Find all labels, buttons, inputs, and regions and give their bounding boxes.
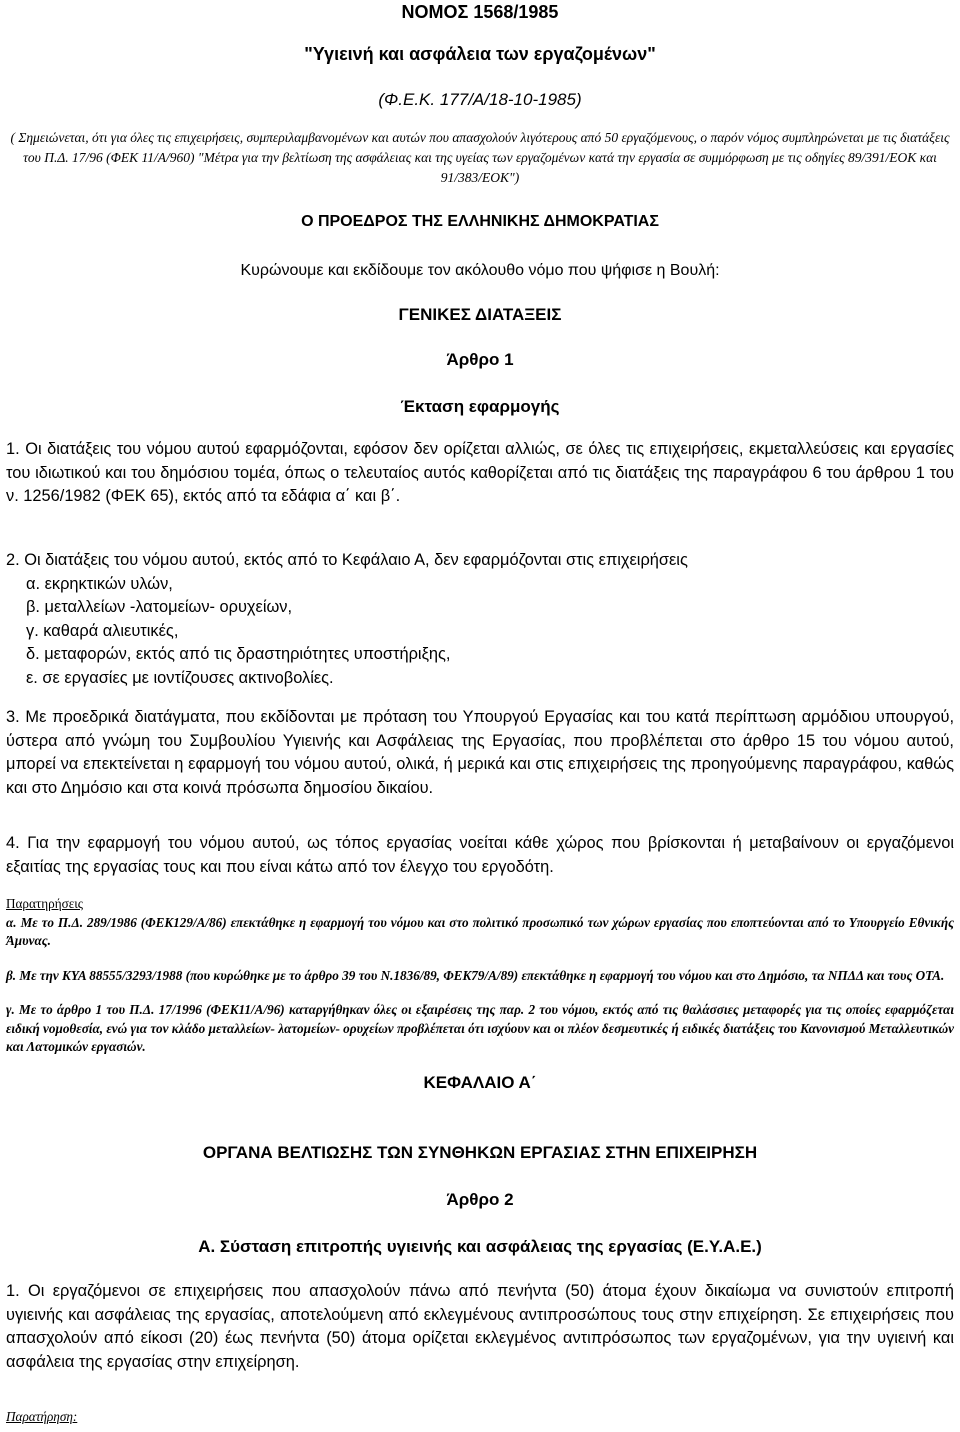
list-item: α. εκρηκτικών υλών, bbox=[26, 574, 173, 593]
remark-note: β. Με την ΚΥΑ 88555/3293/1988 (που κυρώθηκε με το άρθρο 39 του Ν.1836/89, ΦΕΚ79/Α/89) επεκτάθηκε η εφαρμογή του νόμου και στο Δημόσιο, τα ΝΠΔΔ και τους ΟΤΑ. bbox=[6, 967, 945, 983]
article-1-paragraph-1: 1. Οι διατάξεις του νόμου αυτού εφαρμόζονται, εφόσον δεν ορίζεται αλλιώς, σε όλες τις επιχειρήσεις, εκμεταλλεύσεις και εργασίες του ιδιωτικού και του δημόσιου τομέα, όπως ο τελευταίος αυτός καθορίζεται από τις διατάξεις της παραγράφου 6 του άρθρου 1 του ν. 1256/1982 (ΦΕΚ 65), εκτός από τα εδάφια α΄ και β΄. bbox=[6, 440, 954, 505]
article-1-paragraph-4: 4. Για την εφαρμογή του νόμου αυτού, ως τόπος εργασίας νοείται κάθε χώρος που βρίσκονται ή μεταβαίνουν οι εργαζόμενοι εξαιτίας της εργασίας τους και που είναι κάτω από τον έλεγχο του εργοδότη. bbox=[6, 834, 954, 876]
president-heading: Ο ΠΡΟΕΔΡΟΣ ΤΗΣ ΕΛΛΗΝΙΚΗΣ ΔΗΜΟΚΡΑΤΙΑΣ bbox=[301, 213, 659, 230]
paragraph-2-intro: 2. Οι διατάξεις του νόμου αυτού, εκτός από το Κεφάλαιο Α, δεν εφαρμόζονται στις επιχειρήσεις bbox=[6, 551, 688, 569]
enactment-line: Κυρώνουμε και εκδίδουμε τον ακόλουθο νόμο που ψήφισε η Βουλή: bbox=[240, 262, 720, 279]
article-1-heading: Άρθρο 1 bbox=[446, 350, 514, 369]
article-2-remark-label: Παρατήρηση: bbox=[6, 1409, 78, 1424]
article-2-title: Α. Σύσταση επιτροπής υγιεινής και ασφάλειας της εργασίας (Ε.Υ.Α.Ε.) bbox=[198, 1237, 762, 1256]
chapter-a-subheading: ΟΡΓΑΝΑ ΒΕΛΤΙΩΣΗΣ ΤΩΝ ΣΥΝΘΗΚΩΝ ΕΡΓΑΣΙΑΣ ΣΤΗΝ ΕΠΙΧΕΙΡΗΣΗ bbox=[202, 1143, 758, 1162]
list-item: γ. καθαρά αλιευτικές, bbox=[26, 621, 179, 640]
remark-note: γ. Με το άρθρο 1 του Π.Δ. 17/1996 (ΦΕΚ11/Α/96) καταργήθηκαν όλες οι εξαιρέσεις της παρ. 2 του νόμου, εκτός από τις θαλάσσιες μεταφορές για τις οποίες εφαρμόζεται ειδική νομοθεσία, ενώ για τον κλάδο μεταλλείων- λατομείων- ορυχείων προβλέπεται ότι ισχύουν και οι πλέον δεσμευτικές ή ειδικές διατάξεις του Κανονισμού Μεταλλευτικών και Λατομικών εργασιών. bbox=[6, 1002, 954, 1054]
chapter-a-heading: ΚΕΦΑΛΑΙΟ Α΄ bbox=[423, 1073, 537, 1092]
list-item: ε. σε εργασίες με ιοντίζουσες ακτινοβολίες. bbox=[26, 668, 334, 687]
article-1-remarks bbox=[6, 895, 954, 1073]
gazette-reference: (Φ.Ε.Κ. 177/Α/18-10-1985) bbox=[378, 90, 582, 109]
remark-note: α. Με το Π.Δ. 289/1986 (ΦΕΚ129/Α/86) επεκτάθηκε η εφαρμογή του νόμου και στο πολιτικό προσωπικό των χώρων εργασίας που εποπτεύονται από το Υπουργείο Εθνικής Άμυνας. bbox=[6, 914, 954, 948]
law-title: ΝΟΜΟΣ 1568/1985 bbox=[401, 2, 559, 22]
article-1-paragraph-2 bbox=[6, 549, 954, 690]
list-item: β. μεταλλείων -λατομείων- ορυχείων, bbox=[26, 598, 293, 616]
general-provisions-heading: ΓΕΝΙΚΕΣ ΔΙΑΤΑΞΕΙΣ bbox=[398, 305, 562, 324]
article-2-paragraph-1: 1. Οι εργαζόμενοι σε επιχειρήσεις που απασχολούν πάνω από πενήντα (50) άτομα έχουν δικαίωμα να συνιστούν επιτροπή υγιεινής και ασφάλειας της εργασίας, αποτελούμενη από εκλεγμένους αντιπροσώπους τους στην επιχείρηση. Σε επιχειρήσεις που απασχολούν από είκοσι (20) έως πενήντα (50) άτομα ορίζεται εκλεγμένος αντιπρόσωπος των εργαζομένων, για την υγιεινή και ασφάλεια της εργασίας στην επιχείρηση. bbox=[6, 1282, 954, 1371]
intro-note: ( Σημειώνεται, ότι για όλες τις επιχειρήσεις, συμπεριλαμβανομένων και αυτών που απασχολούν λιγότερους από 50 εργαζόμενους, ο παρόν νόμος συμπληρώνεται με τις διατάξεις του Π.Δ. 17/96 (ΦΕΚ 11/Α/960) "Μέτρα για την βελτίωση της ασφάλειας και της υγείας των εργαζομένων κατά την εργασία σε συμμόρφωση με τις οδηγίες 89/391/ΕΟΚ και 91/383/ΕΟΚ") bbox=[10, 130, 950, 185]
article-1-paragraph-3: 3. Με προεδρικά διατάγματα, που εκδίδονται με πρόταση του Υπουργού Εργασίας και του κατά περίπτωση αρμόδιου υπουργού, ύστερα από γνώμη του Συμβουλίου Υγιεινής και Ασφάλειας της Εργασίας, που προβλέπεται στο άρθρο 15 του νόμου αυτού, μπορεί να επεκτείνεται η εφαρμογή του νόμου αυτού, ολικά, ή μερικά και στις επιχειρήσεις της προηγούμενης παραγράφου, καθώς και στο Δημόσιο και στα κοινά πρόσωπα δημοσίου δικαίου. bbox=[6, 708, 954, 797]
remarks-label: Παρατηρήσεις bbox=[6, 896, 84, 911]
list-item: δ. μεταφορών, εκτός από τις δραστηριότητες υποστήριξης, bbox=[26, 645, 451, 663]
article-1-title: Έκταση εφαρμογής bbox=[400, 397, 560, 416]
law-subtitle: "Υγιεινή και ασφάλεια των εργαζομένων" bbox=[304, 44, 656, 64]
article-2-heading: Άρθρο 2 bbox=[446, 1190, 514, 1209]
